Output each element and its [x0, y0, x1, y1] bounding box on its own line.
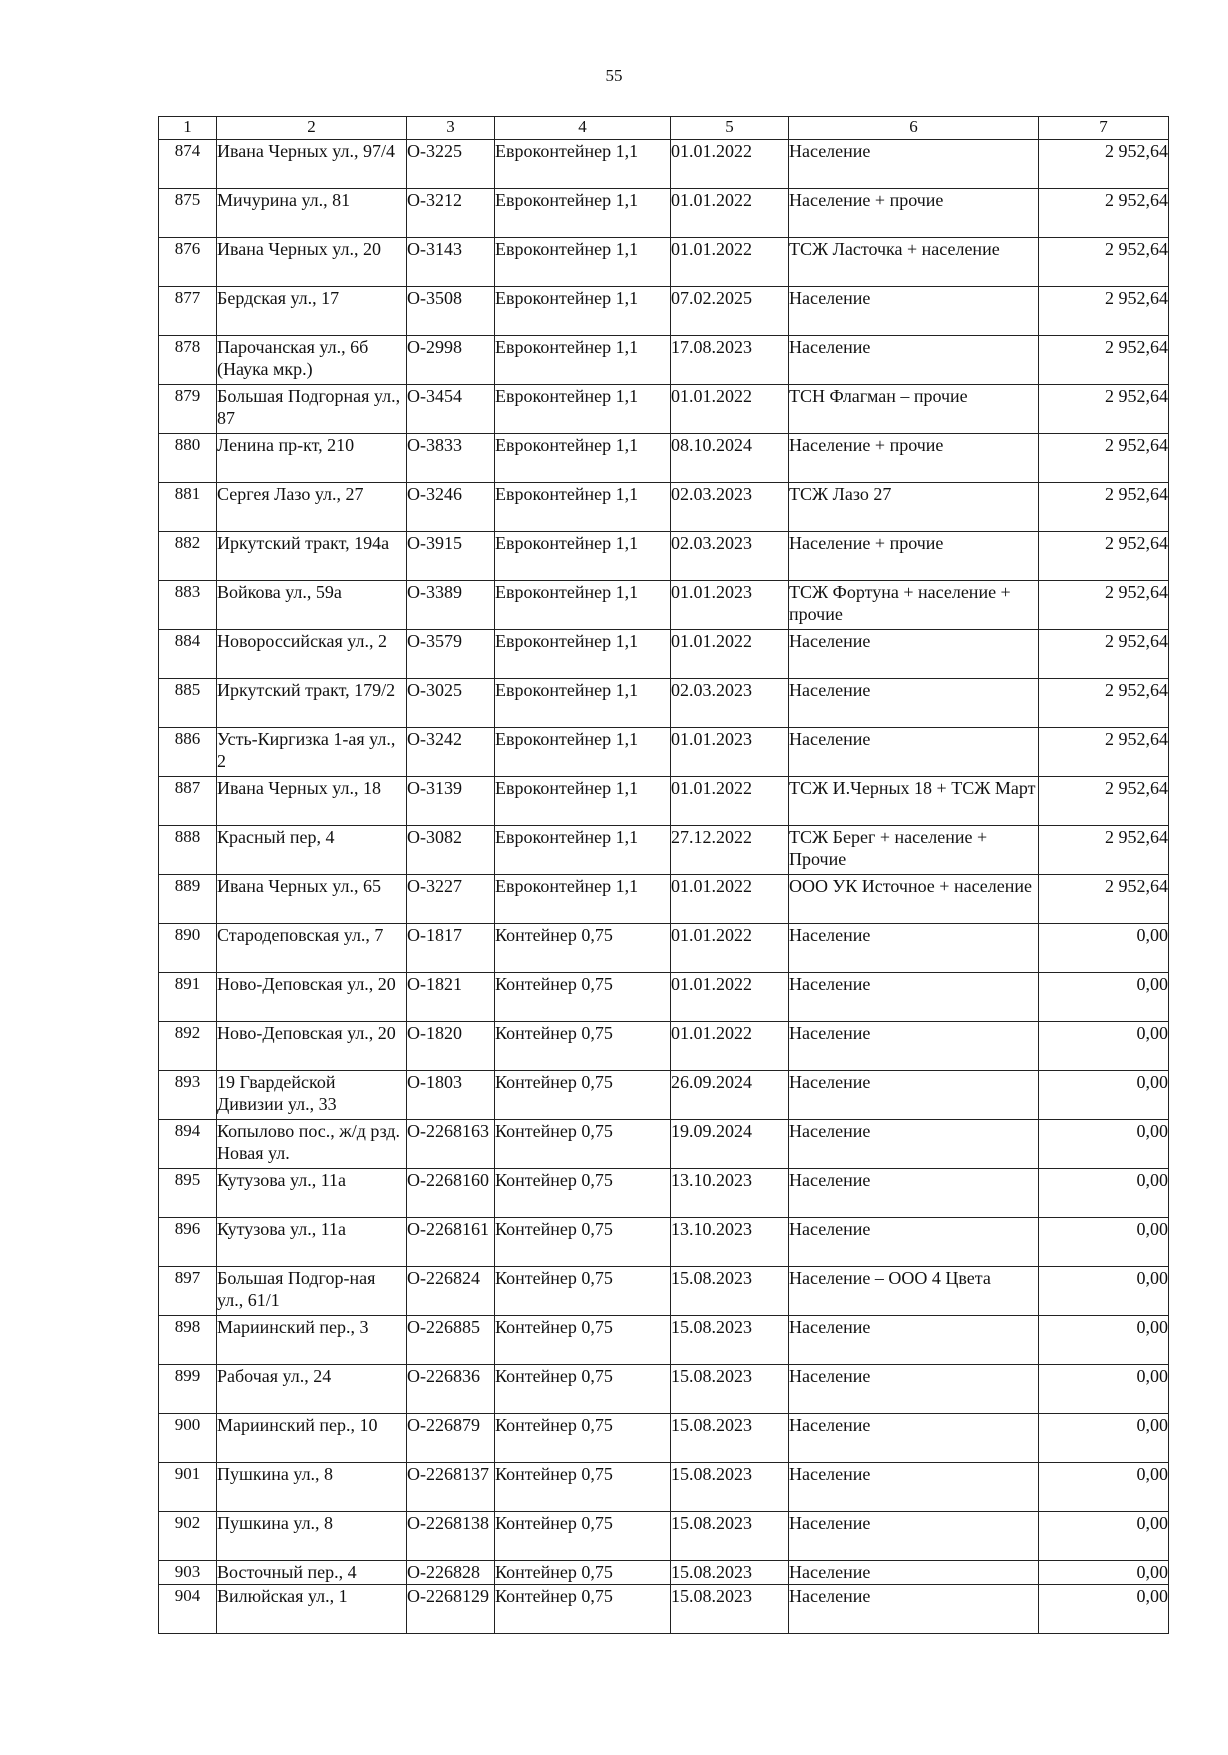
amount-cell: 0,00	[1039, 1120, 1169, 1169]
row-number: 903	[159, 1561, 217, 1585]
container-type-cell: Контейнер 0,75	[495, 1267, 671, 1316]
date-cell: 01.01.2022	[671, 189, 789, 238]
table-row	[159, 434, 1169, 483]
object-code-cell: О-3025	[407, 679, 495, 728]
amount-cell: 0,00	[1039, 1316, 1169, 1365]
amount-cell: 0,00	[1039, 924, 1169, 973]
owner-cell: Население	[789, 287, 1039, 336]
address-cell: Иркутский тракт, 194а	[217, 532, 407, 581]
owner-cell: Население + прочие	[789, 532, 1039, 581]
date-cell: 08.10.2024	[671, 434, 789, 483]
amount-cell: 2 952,64	[1039, 140, 1169, 189]
amount-cell: 2 952,64	[1039, 238, 1169, 287]
row-number: 875	[159, 189, 217, 238]
table-row	[159, 483, 1169, 532]
row-number: 877	[159, 287, 217, 336]
amount-cell: 2 952,64	[1039, 777, 1169, 826]
object-code-cell: О-2268137	[407, 1463, 495, 1512]
date-cell: 15.08.2023	[671, 1267, 789, 1316]
amount-cell: 0,00	[1039, 1585, 1169, 1634]
row-number: 889	[159, 875, 217, 924]
object-code-cell: О-226836	[407, 1365, 495, 1414]
container-type-cell: Контейнер 0,75	[495, 1022, 671, 1071]
table-row	[159, 287, 1169, 336]
date-cell: 02.03.2023	[671, 483, 789, 532]
container-type-cell: Евроконтейнер 1,1	[495, 189, 671, 238]
date-cell: 01.01.2022	[671, 630, 789, 679]
row-number: 882	[159, 532, 217, 581]
object-code-cell: О-3139	[407, 777, 495, 826]
address-cell: Ивана Черных ул., 97/4	[217, 140, 407, 189]
row-number: 879	[159, 385, 217, 434]
owner-cell: Население	[789, 1218, 1039, 1267]
owner-cell: Население	[789, 1071, 1039, 1120]
object-code-cell: О-3915	[407, 532, 495, 581]
amount-cell: 0,00	[1039, 1414, 1169, 1463]
address-cell: Ново-Деповская ул., 20	[217, 1022, 407, 1071]
row-number: 901	[159, 1463, 217, 1512]
address-cell: Ивана Черных ул., 20	[217, 238, 407, 287]
date-cell: 17.08.2023	[671, 336, 789, 385]
owner-cell: Население + прочие	[789, 434, 1039, 483]
amount-cell: 0,00	[1039, 1365, 1169, 1414]
owner-cell: ТСН Флагман – прочие	[789, 385, 1039, 434]
table-row	[159, 875, 1169, 924]
container-type-cell: Евроконтейнер 1,1	[495, 532, 671, 581]
container-type-cell: Евроконтейнер 1,1	[495, 483, 671, 532]
owner-cell: Население + прочие	[789, 189, 1039, 238]
row-number: 904	[159, 1585, 217, 1634]
object-code-cell: О-3082	[407, 826, 495, 875]
row-number: 899	[159, 1365, 217, 1414]
row-number: 892	[159, 1022, 217, 1071]
date-cell: 01.01.2022	[671, 924, 789, 973]
table-row	[159, 140, 1169, 189]
address-cell: 19 Гвардейской Дивизии ул., 33	[217, 1071, 407, 1120]
table-row	[159, 1561, 1169, 1585]
owner-cell: ТСЖ Берег + население + Прочие	[789, 826, 1039, 875]
amount-cell: 2 952,64	[1039, 630, 1169, 679]
amount-cell: 0,00	[1039, 973, 1169, 1022]
container-type-cell: Евроконтейнер 1,1	[495, 140, 671, 189]
owner-cell: Население	[789, 1365, 1039, 1414]
container-type-cell: Контейнер 0,75	[495, 1218, 671, 1267]
owner-cell: Население	[789, 679, 1039, 728]
owner-cell: Население	[789, 728, 1039, 777]
row-number: 894	[159, 1120, 217, 1169]
address-cell: Большая Подгорная ул., 87	[217, 385, 407, 434]
row-number: 881	[159, 483, 217, 532]
address-cell: Войкова ул., 59а	[217, 581, 407, 630]
table-row	[159, 1071, 1169, 1120]
address-cell: Иркутский тракт, 179/2	[217, 679, 407, 728]
column-header: 4	[495, 117, 671, 140]
address-cell: Ленина пр-кт, 210	[217, 434, 407, 483]
date-cell: 15.08.2023	[671, 1585, 789, 1634]
amount-cell: 0,00	[1039, 1512, 1169, 1561]
amount-cell: 2 952,64	[1039, 532, 1169, 581]
row-number: 902	[159, 1512, 217, 1561]
object-code-cell: О-2268163	[407, 1120, 495, 1169]
owner-cell: Население	[789, 1120, 1039, 1169]
owner-cell: ТСЖ Ласточка + население	[789, 238, 1039, 287]
container-type-cell: Евроконтейнер 1,1	[495, 581, 671, 630]
object-code-cell: О-3246	[407, 483, 495, 532]
date-cell: 15.08.2023	[671, 1512, 789, 1561]
row-number: 885	[159, 679, 217, 728]
object-code-cell: О-226828	[407, 1561, 495, 1585]
container-type-cell: Контейнер 0,75	[495, 1316, 671, 1365]
amount-cell: 0,00	[1039, 1267, 1169, 1316]
container-type-cell: Контейнер 0,75	[495, 973, 671, 1022]
column-header: 6	[789, 117, 1039, 140]
table-row	[159, 1414, 1169, 1463]
container-type-cell: Евроконтейнер 1,1	[495, 826, 671, 875]
owner-cell: Население	[789, 336, 1039, 385]
date-cell: 15.08.2023	[671, 1463, 789, 1512]
address-cell: Вилюйская ул., 1	[217, 1585, 407, 1634]
amount-cell: 0,00	[1039, 1561, 1169, 1585]
table-row	[159, 1022, 1169, 1071]
table-row	[159, 581, 1169, 630]
row-number: 891	[159, 973, 217, 1022]
amount-cell: 0,00	[1039, 1022, 1169, 1071]
container-type-cell: Контейнер 0,75	[495, 1071, 671, 1120]
row-number: 876	[159, 238, 217, 287]
table-row	[159, 1316, 1169, 1365]
object-code-cell: О-2998	[407, 336, 495, 385]
container-type-cell: Евроконтейнер 1,1	[495, 336, 671, 385]
date-cell: 02.03.2023	[671, 679, 789, 728]
date-cell: 01.01.2022	[671, 238, 789, 287]
owner-cell: Население	[789, 924, 1039, 973]
container-type-cell: Евроконтейнер 1,1	[495, 679, 671, 728]
object-code-cell: О-3389	[407, 581, 495, 630]
row-number: 878	[159, 336, 217, 385]
table-row	[159, 777, 1169, 826]
container-type-cell: Контейнер 0,75	[495, 1414, 671, 1463]
amount-cell: 2 952,64	[1039, 875, 1169, 924]
amount-cell: 2 952,64	[1039, 434, 1169, 483]
object-code-cell: О-226885	[407, 1316, 495, 1365]
row-number: 890	[159, 924, 217, 973]
container-type-cell: Евроконтейнер 1,1	[495, 777, 671, 826]
amount-cell: 2 952,64	[1039, 287, 1169, 336]
address-cell: Большая Подгор-ная ул., 61/1	[217, 1267, 407, 1316]
table-row	[159, 1169, 1169, 1218]
container-type-cell: Евроконтейнер 1,1	[495, 630, 671, 679]
address-cell: Мичурина ул., 81	[217, 189, 407, 238]
row-number: 893	[159, 1071, 217, 1120]
amount-cell: 2 952,64	[1039, 581, 1169, 630]
address-cell: Сергея Лазо ул., 27	[217, 483, 407, 532]
table-row	[159, 826, 1169, 875]
owner-cell: Население	[789, 140, 1039, 189]
date-cell: 01.01.2023	[671, 581, 789, 630]
date-cell: 07.02.2025	[671, 287, 789, 336]
object-code-cell: О-3242	[407, 728, 495, 777]
date-cell: 02.03.2023	[671, 532, 789, 581]
address-cell: Бердская ул., 17	[217, 287, 407, 336]
owner-cell: Население	[789, 630, 1039, 679]
container-type-cell: Контейнер 0,75	[495, 1463, 671, 1512]
row-number: 897	[159, 1267, 217, 1316]
address-cell: Парочанская ул., 6б (Наука мкр.)	[217, 336, 407, 385]
table-row	[159, 1512, 1169, 1561]
address-cell: Ивана Черных ул., 65	[217, 875, 407, 924]
object-code-cell: О-3225	[407, 140, 495, 189]
table-row	[159, 728, 1169, 777]
object-code-cell: О-1803	[407, 1071, 495, 1120]
date-cell: 15.08.2023	[671, 1561, 789, 1585]
amount-cell: 0,00	[1039, 1169, 1169, 1218]
row-number: 886	[159, 728, 217, 777]
address-cell: Ивана Черных ул., 18	[217, 777, 407, 826]
container-type-cell: Контейнер 0,75	[495, 1585, 671, 1634]
owner-cell: Население	[789, 1316, 1039, 1365]
object-code-cell: О-3833	[407, 434, 495, 483]
date-cell: 01.01.2023	[671, 728, 789, 777]
address-cell: Стародеповская ул., 7	[217, 924, 407, 973]
column-header: 5	[671, 117, 789, 140]
column-header: 2	[217, 117, 407, 140]
object-code-cell: О-2268129	[407, 1585, 495, 1634]
address-cell: Ново-Деповская ул., 20	[217, 973, 407, 1022]
amount-cell: 0,00	[1039, 1463, 1169, 1512]
date-cell: 01.01.2022	[671, 1022, 789, 1071]
column-header: 7	[1039, 117, 1169, 140]
date-cell: 01.01.2022	[671, 140, 789, 189]
object-code-cell: О-1817	[407, 924, 495, 973]
column-header: 3	[407, 117, 495, 140]
container-type-cell: Контейнер 0,75	[495, 1561, 671, 1585]
amount-cell: 2 952,64	[1039, 826, 1169, 875]
owner-cell: Население – ООО 4 Цвета	[789, 1267, 1039, 1316]
table-row	[159, 924, 1169, 973]
object-code-cell: О-3454	[407, 385, 495, 434]
table-row	[159, 532, 1169, 581]
owner-cell: Население	[789, 1585, 1039, 1634]
object-code-cell: О-3212	[407, 189, 495, 238]
address-cell: Копылово пос., ж/д рзд. Новая ул.	[217, 1120, 407, 1169]
amount-cell: 2 952,64	[1039, 483, 1169, 532]
object-code-cell: О-2268138	[407, 1512, 495, 1561]
registry-table	[158, 116, 1169, 1634]
row-number: 887	[159, 777, 217, 826]
object-code-cell: О-226824	[407, 1267, 495, 1316]
container-type-cell: Евроконтейнер 1,1	[495, 434, 671, 483]
amount-cell: 2 952,64	[1039, 679, 1169, 728]
owner-cell: Население	[789, 1512, 1039, 1561]
date-cell: 27.12.2022	[671, 826, 789, 875]
owner-cell: ТСЖ Лазо 27	[789, 483, 1039, 532]
table-row	[159, 1120, 1169, 1169]
address-cell: Рабочая ул., 24	[217, 1365, 407, 1414]
address-cell: Мариинский пер., 10	[217, 1414, 407, 1463]
amount-cell: 0,00	[1039, 1218, 1169, 1267]
date-cell: 13.10.2023	[671, 1218, 789, 1267]
address-cell: Кутузова ул., 11а	[217, 1169, 407, 1218]
address-cell: Новороссийская ул., 2	[217, 630, 407, 679]
row-number: 874	[159, 140, 217, 189]
table-row	[159, 336, 1169, 385]
container-type-cell: Евроконтейнер 1,1	[495, 875, 671, 924]
owner-cell: ТСЖ Фортуна + население + прочие	[789, 581, 1039, 630]
container-type-cell: Евроконтейнер 1,1	[495, 238, 671, 287]
row-number: 898	[159, 1316, 217, 1365]
object-code-cell: О-1820	[407, 1022, 495, 1071]
date-cell: 26.09.2024	[671, 1071, 789, 1120]
table-row	[159, 1267, 1169, 1316]
object-code-cell: О-2268161	[407, 1218, 495, 1267]
row-number: 880	[159, 434, 217, 483]
table-row	[159, 973, 1169, 1022]
container-type-cell: Евроконтейнер 1,1	[495, 287, 671, 336]
row-number: 884	[159, 630, 217, 679]
object-code-cell: О-3579	[407, 630, 495, 679]
owner-cell: Население	[789, 1463, 1039, 1512]
address-cell: Красный пер, 4	[217, 826, 407, 875]
owner-cell: ТСЖ И.Черных 18 + ТСЖ Март	[789, 777, 1039, 826]
table-row	[159, 1463, 1169, 1512]
table-row	[159, 1365, 1169, 1414]
owner-cell: Население	[789, 1169, 1039, 1218]
object-code-cell: О-2268160	[407, 1169, 495, 1218]
amount-cell: 2 952,64	[1039, 728, 1169, 777]
object-code-cell: О-1821	[407, 973, 495, 1022]
address-cell: Пушкина ул., 8	[217, 1463, 407, 1512]
table-row	[159, 630, 1169, 679]
amount-cell: 2 952,64	[1039, 336, 1169, 385]
page-number: 55	[605, 66, 623, 85]
date-cell: 01.01.2022	[671, 875, 789, 924]
date-cell: 01.01.2022	[671, 385, 789, 434]
owner-cell: ООО УК Источное + население	[789, 875, 1039, 924]
date-cell: 01.01.2022	[671, 777, 789, 826]
object-code-cell: О-3508	[407, 287, 495, 336]
table-row	[159, 679, 1169, 728]
row-number: 888	[159, 826, 217, 875]
row-number: 896	[159, 1218, 217, 1267]
row-number: 900	[159, 1414, 217, 1463]
container-type-cell: Контейнер 0,75	[495, 1120, 671, 1169]
table-row	[159, 1585, 1169, 1634]
container-type-cell: Контейнер 0,75	[495, 924, 671, 973]
object-code-cell: О-226879	[407, 1414, 495, 1463]
table-row	[159, 189, 1169, 238]
date-cell: 15.08.2023	[671, 1414, 789, 1463]
container-type-cell: Контейнер 0,75	[495, 1169, 671, 1218]
date-cell: 13.10.2023	[671, 1169, 789, 1218]
address-cell: Восточный пер., 4	[217, 1561, 407, 1585]
container-type-cell: Контейнер 0,75	[495, 1365, 671, 1414]
address-cell: Пушкина ул., 8	[217, 1512, 407, 1561]
amount-cell: 0,00	[1039, 1071, 1169, 1120]
date-cell: 01.01.2022	[671, 973, 789, 1022]
date-cell: 19.09.2024	[671, 1120, 789, 1169]
owner-cell: Население	[789, 1414, 1039, 1463]
owner-cell: Население	[789, 973, 1039, 1022]
table-row	[159, 1218, 1169, 1267]
address-cell: Усть-Киргизка 1-ая ул., 2	[217, 728, 407, 777]
object-code-cell: О-3143	[407, 238, 495, 287]
date-cell: 15.08.2023	[671, 1365, 789, 1414]
column-header: 1	[159, 117, 217, 140]
row-number: 895	[159, 1169, 217, 1218]
date-cell: 15.08.2023	[671, 1316, 789, 1365]
header-row	[159, 117, 1169, 140]
table-row	[159, 385, 1169, 434]
address-cell: Кутузова ул., 11а	[217, 1218, 407, 1267]
amount-cell: 2 952,64	[1039, 189, 1169, 238]
address-cell: Мариинский пер., 3	[217, 1316, 407, 1365]
owner-cell: Население	[789, 1561, 1039, 1585]
container-type-cell: Евроконтейнер 1,1	[495, 385, 671, 434]
container-type-cell: Контейнер 0,75	[495, 1512, 671, 1561]
container-type-cell: Евроконтейнер 1,1	[495, 728, 671, 777]
amount-cell: 2 952,64	[1039, 385, 1169, 434]
table-row	[159, 238, 1169, 287]
owner-cell: Население	[789, 1022, 1039, 1071]
object-code-cell: О-3227	[407, 875, 495, 924]
row-number: 883	[159, 581, 217, 630]
